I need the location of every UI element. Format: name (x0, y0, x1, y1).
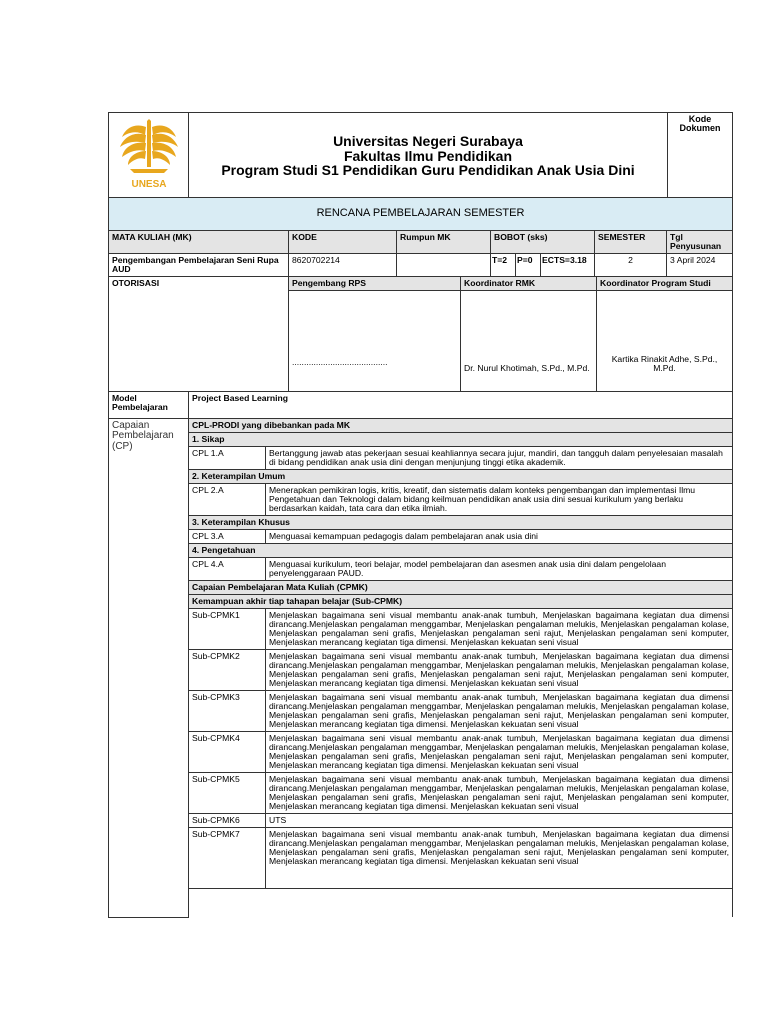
subcpmk-code: Sub-CPMK2 (189, 649, 266, 690)
unesa-logo-icon (116, 117, 182, 191)
rps-title: RENCANA PEMBELAJARAN SEMESTER (109, 198, 733, 231)
tgl-header: Tgl Penyusunan (667, 230, 733, 253)
course-semester: 2 (595, 253, 667, 276)
semester-header: SEMESTER (595, 230, 667, 253)
cpl-text: Bertanggung jawab atas pekerjaan sesuai keahliannya secara jujur, mandiri, dan tangguh dalam penyelesaian masalah di bidang pendidikan anak usia dini dengan menjunjung tinggi etika akademik. (266, 446, 733, 469)
kode-dokumen: Kode Dokumen (668, 113, 733, 198)
program-name: Program Studi S1 Pendidikan Guru Pendidikan Anak Usia Dini (221, 162, 635, 179)
course-date: 3 April 2024 (667, 253, 733, 276)
course-name: Pengembangan Pembelajaran Seni Rupa AUD (109, 253, 289, 276)
subcpmk-text: Menjelaskan bagaimana seni visual membantu anak-anak tumbuh, Menjelaskan bagaimana kegiatan dua dimensi dirancang.Menjelaskan pengalaman menggambar, Menjelaskan pengalaman melukis, Menjelaskan pengalaman kolase, Menjelaskan pengalaman seni grafis, Menjelaskan pengalaman seni rajut, Menjelaskan pengalaman seni komputer, Menjelaskan merancang kegiatan tiga dimensi. Menjelaskan kekuatan seni visual (266, 690, 733, 731)
course-table (108, 230, 733, 277)
rumpun-header: Rumpun MK (397, 230, 491, 253)
rps-document (108, 112, 732, 918)
subcpmk-code: Sub-CPMK3 (189, 690, 266, 731)
koordinator-rmk-name: Dr. Nurul Khotimah, S.Pd., M.Pd. (461, 290, 597, 391)
cpl-text: Menguasai kemampuan pedagogis dalam pembelajaran anak usia dini (266, 529, 733, 543)
otorisasi-label: OTORISASI (109, 276, 289, 391)
cpl-text: Menguasai kurikulum, teori belajar, model pembelajaran dan asesmen anak usia dini dalam pengelolaan penyelenggaraan PAUD. (266, 557, 733, 580)
subcpmk-code: Sub-CPMK5 (189, 773, 266, 814)
pengembang-label: Pengembang RPS (289, 276, 461, 290)
bobot-t: T=2 (491, 253, 516, 276)
subcpmk-code: Sub-CPMK6 (189, 814, 266, 828)
university-name: Universitas Negeri Surabaya (333, 132, 523, 149)
cpl-code: CPL 2.A (189, 483, 266, 515)
model-label: Model Pembelajaran (109, 391, 189, 418)
cp-label: Capaian Pembelajaran (CP) (109, 418, 189, 917)
section-title-keterampilan-khusus: 3. Keterampilan Khusus (189, 515, 733, 529)
section-title-keterampilan-umum: 2. Keterampilan Umum (189, 469, 733, 483)
koordinator-rmk-label: Koordinator RMK (461, 276, 597, 290)
subcpmk-text: Menjelaskan bagaimana seni visual membantu anak-anak tumbuh, Menjelaskan bagaimana kegiatan dua dimensi dirancang.Menjelaskan pengalaman menggambar, Menjelaskan pengalaman melukis, Menjelaskan pengalaman kolase, Menjelaskan pengalaman seni grafis, Menjelaskan pengalaman seni rajut, Menjelaskan pengalaman seni komputer, Menjelaskan merancang kegiatan tiga dimensi. Menjelaskan kekuatan seni visual (266, 773, 733, 814)
logo-cell (109, 113, 189, 198)
subcpmk-code: Sub-CPMK4 (189, 732, 266, 773)
subcpmk-text: Menjelaskan bagaimana seni visual membantu anak-anak tumbuh, Menjelaskan bagaimana kegiatan dua dimensi dirancang.Menjelaskan pengalaman menggambar, Menjelaskan pengalaman melukis, Menjelaskan pengalaman kolase, Menjelaskan pengalaman seni grafis, Menjelaskan pengalaman seni rajut, Menjelaskan pengalaman seni komputer, Menjelaskan merancang kegiatan tiga dimensi. Menjelaskan kekuatan seni visual (266, 828, 733, 889)
cpl-text: Menerapkan pemikiran logis, kritis, kreatif, dan sistematis dalam konteks pengembangan dan implementasi Ilmu Pengetahuan dan Teknologi dalam bidang keilmuan pendidikan anak usia dini sesuai kurikulum yang berlaku berdasarkan kaidah, tata cara dan etika ilmiah. (266, 483, 733, 515)
model-value: Project Based Learning (189, 391, 733, 418)
document-header (108, 112, 733, 231)
subcpmk-text: UTS (266, 814, 733, 828)
subcpmk-text: Menjelaskan bagaimana seni visual membantu anak-anak tumbuh, Menjelaskan bagaimana kegiatan dua dimensi dirancang.Menjelaskan pengalaman menggambar, Menjelaskan pengalaman melukis, Menjelaskan pengalaman kolase, Menjelaskan pengalaman seni grafis, Menjelaskan pengalaman seni rajut, Menjelaskan pengalaman seni komputer, Menjelaskan merancang kegiatan tiga dimensi. Menjelaskan kekuatan seni visual (266, 732, 733, 773)
course-rumpun (397, 253, 491, 276)
logo-text: UNESA (130, 178, 167, 190)
subcpmk-heading: Kemampuan akhir tiap tahapan belajar (Sub-CPMK) (189, 594, 733, 608)
koordinator-prodi-label: Koordinator Program Studi (597, 276, 733, 290)
subcpmk-text: Menjelaskan bagaimana seni visual membantu anak-anak tumbuh, Menjelaskan bagaimana kegiatan dua dimensi dirancang.Menjelaskan pengalaman menggambar, Menjelaskan pengalaman melukis, Menjelaskan pengalaman kolase, Menjelaskan pengalaman seni grafis, Menjelaskan pengalaman seni rajut, Menjelaskan pengalaman seni komputer, Menjelaskan merancang kegiatan tiga dimensi. Menjelaskan kekuatan seni visual (266, 649, 733, 690)
cp-table (108, 391, 733, 918)
cpmk-heading: Capaian Pembelajaran Mata Kuliah (CPMK) (189, 580, 733, 594)
cpl-code: CPL 4.A (189, 557, 266, 580)
faculty-name: Fakultas Ilmu Pendidikan (343, 147, 513, 164)
bobot-p: P=0 (516, 253, 541, 276)
bobot-ects: ECTS=3.18 (541, 253, 595, 276)
otorisasi-table (108, 276, 733, 392)
cpl-code: CPL 3.A (189, 529, 266, 543)
cpl-code: CPL 1.A (189, 446, 266, 469)
kode-header: KODE (289, 230, 397, 253)
subcpmk-code: Sub-CPMK7 (189, 828, 266, 889)
blank-row (189, 889, 733, 918)
section-title-pengetahuan: 4. Pengetahuan (189, 543, 733, 557)
mk-header: MATA KULIAH (MK) (109, 230, 289, 253)
pengembang-sign: ........................................ (289, 290, 461, 391)
title-cell (189, 113, 668, 198)
section-title-sikap: 1. Sikap (189, 432, 733, 446)
subcpmk-code: Sub-CPMK1 (189, 608, 266, 649)
koordinator-prodi-name: Kartika Rinakit Adhe, S.Pd., M.Pd. (597, 290, 733, 391)
bobot-header: BOBOT (sks) (491, 230, 595, 253)
course-code: 8620702214 (289, 253, 397, 276)
cpl-heading: CPL-PRODI yang dibebankan pada MK (189, 418, 733, 432)
subcpmk-text: Menjelaskan bagaimana seni visual membantu anak-anak tumbuh, Menjelaskan bagaimana kegiatan dua dimensi dirancang.Menjelaskan pengalaman menggambar, Menjelaskan pengalaman melukis, Menjelaskan pengalaman kolase, Menjelaskan pengalaman seni grafis, Menjelaskan pengalaman seni rajut, Menjelaskan pengalaman seni komputer, Menjelaskan merancang kegiatan tiga dimensi. Menjelaskan kekuatan seni visual (266, 608, 733, 649)
